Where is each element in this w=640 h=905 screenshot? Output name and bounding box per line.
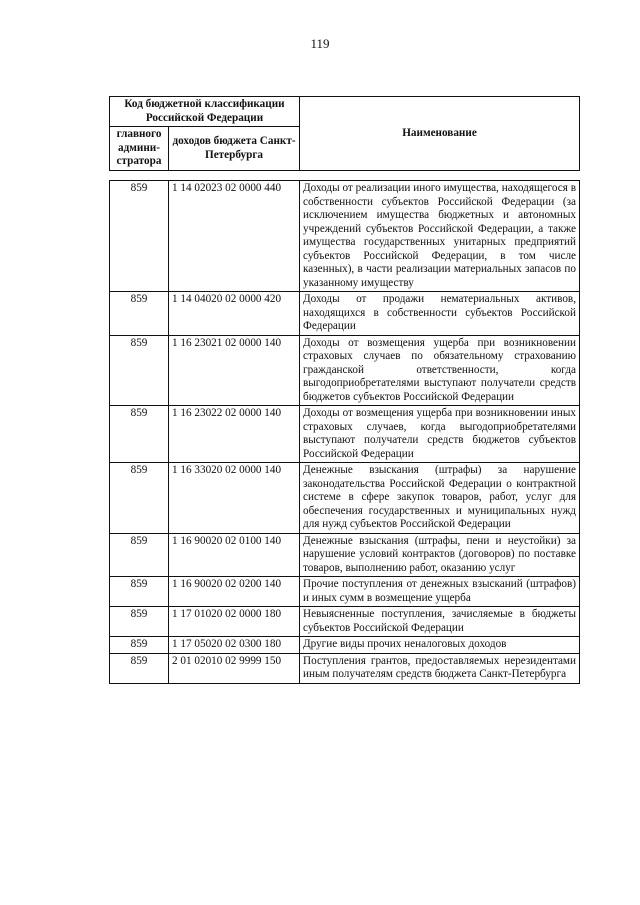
name-cell: Поступления грантов, предоставляемых нерезидентами иным получателям средств бюджета Санкт-Петербурга xyxy=(300,653,580,683)
table-row xyxy=(110,335,580,406)
header-revenue-column: доходов бюджета Санкт-Петербурга xyxy=(169,127,300,171)
admin-code-cell: 859 xyxy=(110,463,169,534)
table-row xyxy=(110,637,580,654)
table-header xyxy=(109,96,580,171)
admin-code-cell: 859 xyxy=(110,335,169,406)
admin-code-cell: 859 xyxy=(110,607,169,637)
table-row xyxy=(110,406,580,463)
table-row xyxy=(110,577,580,607)
admin-code-cell: 859 xyxy=(110,533,169,577)
name-cell: Другие виды прочих неналоговых доходов xyxy=(300,637,580,654)
revenue-code-cell: 2 01 02010 02 9999 150 xyxy=(169,653,300,683)
table-row xyxy=(110,533,580,577)
revenue-code-cell: 1 16 23021 02 0000 140 xyxy=(169,335,300,406)
revenue-code-cell: 1 17 05020 02 0300 180 xyxy=(169,637,300,654)
table-row xyxy=(110,653,580,683)
revenue-code-cell: 1 14 02023 02 0000 440 xyxy=(169,181,300,292)
revenue-code-cell: 1 16 23022 02 0000 140 xyxy=(169,406,300,463)
admin-code-cell: 859 xyxy=(110,181,169,292)
header-admin-column: главного админи-стратора xyxy=(110,127,169,171)
header-name-column: Наименование xyxy=(300,97,580,171)
revenue-code-cell: 1 17 01020 02 0000 180 xyxy=(169,607,300,637)
name-cell: Прочие поступления от денежных взысканий (штрафов) и иных сумм в возмещение ущерба xyxy=(300,577,580,607)
header-budget-classification: Код бюджетной классификации Российской Федерации xyxy=(110,97,300,127)
table-row xyxy=(110,607,580,637)
table-row xyxy=(110,292,580,336)
classification-table xyxy=(109,180,580,684)
revenue-code-cell: 1 16 90020 02 0100 140 xyxy=(169,533,300,577)
name-cell: Денежные взыскания (штрафы) за нарушение законодательства Российской Федерации о контрактной системе в сфере закупок товаров, работ, услуг для обеспечения государственных и муниципальных нужд для нужд субъектов Российской Федерации xyxy=(300,463,580,534)
admin-code-cell: 859 xyxy=(110,653,169,683)
table-row xyxy=(110,463,580,534)
admin-code-cell: 859 xyxy=(110,577,169,607)
admin-code-cell: 859 xyxy=(110,637,169,654)
name-cell: Доходы от реализации иного имущества, находящегося в собственности субъектов Российской Федерации (за исключением имущества бюджетных и автономных учреждений субъектов Российской Федерации, а также имущества государственных унитарных предприятий субъектов Российской Федерации, в том числе казенных), в части реализации материальных запасов по указанному имуществу xyxy=(300,181,580,292)
admin-code-cell: 859 xyxy=(110,292,169,336)
name-cell: Доходы от возмещения ущерба при возникновении страховых случаев по обязательному страхованию гражданской ответственности, когда выгодоприобретателями выступают получатели средств бюджетов субъектов Российской Федерации xyxy=(300,335,580,406)
name-cell: Доходы от продажи нематериальных активов, находящихся в собственности субъектов Российской Федерации xyxy=(300,292,580,336)
name-cell: Денежные взыскания (штрафы, пени и неустойки) за нарушение условий контрактов (договоров) по поставке товаров, выполнению работ, оказанию услуг xyxy=(300,533,580,577)
revenue-code-cell: 1 16 90020 02 0200 140 xyxy=(169,577,300,607)
table-row xyxy=(110,181,580,292)
page-number: 119 xyxy=(310,36,330,51)
admin-code-cell: 859 xyxy=(110,406,169,463)
name-cell: Доходы от возмещения ущерба при возникновении иных страховых случаев, когда выгодоприобретателями выступают получатели средств бюджетов субъектов Российской Федерации xyxy=(300,406,580,463)
revenue-code-cell: 1 14 04020 02 0000 420 xyxy=(169,292,300,336)
name-cell: Невыясненные поступления, зачисляемые в бюджеты субъектов Российской Федерации xyxy=(300,607,580,637)
revenue-code-cell: 1 16 33020 02 0000 140 xyxy=(169,463,300,534)
